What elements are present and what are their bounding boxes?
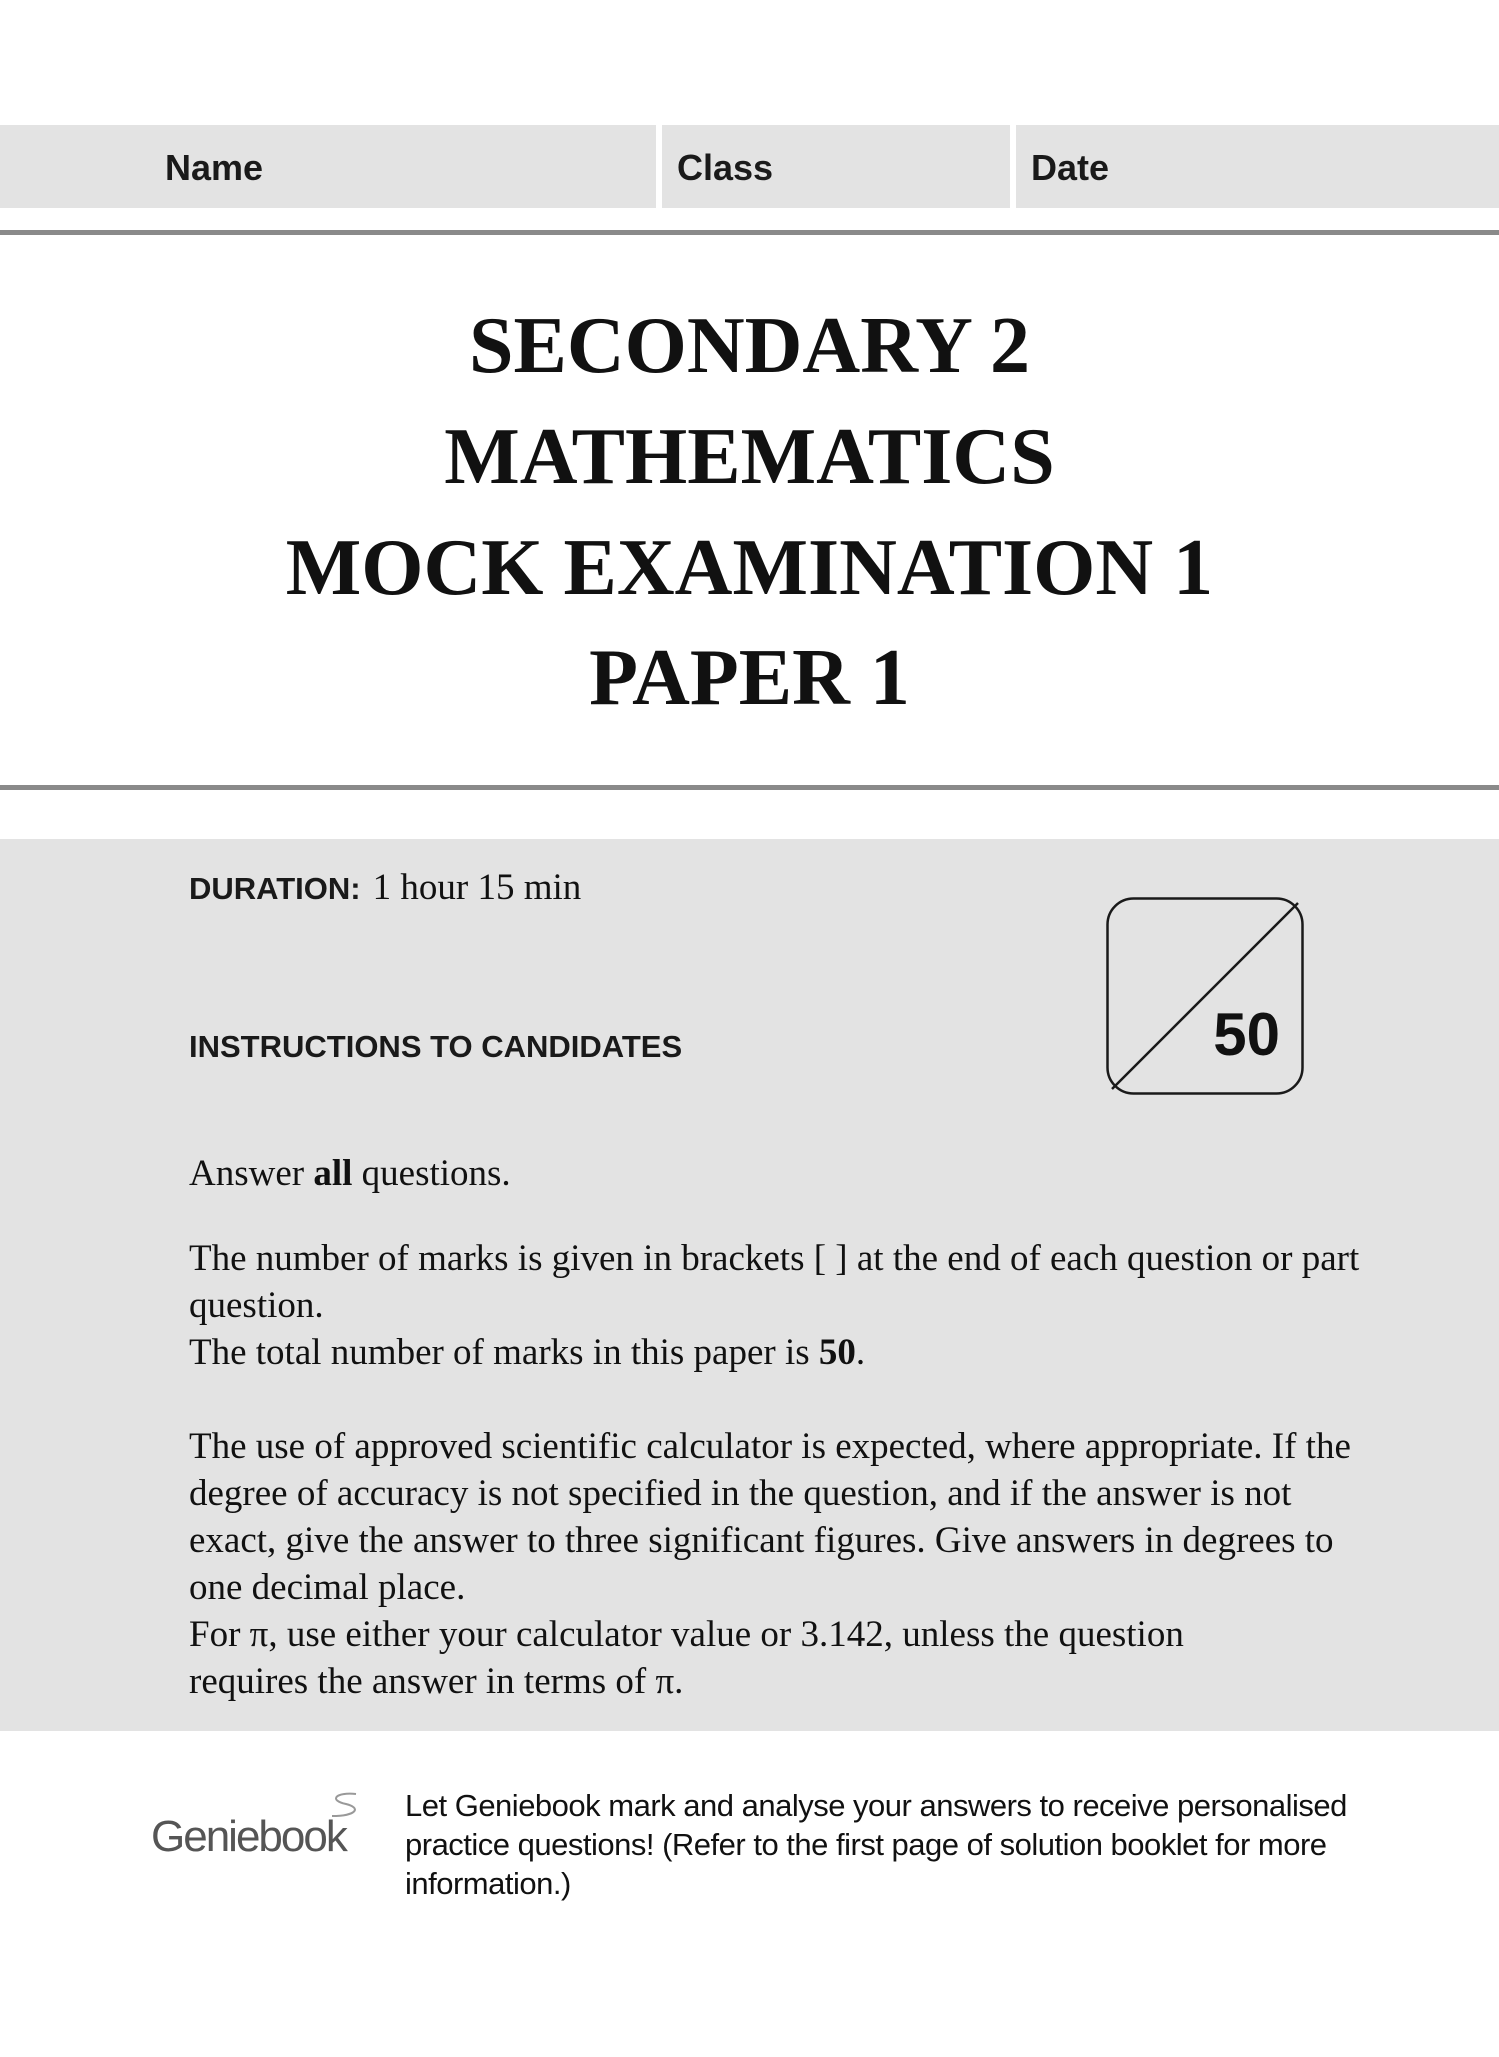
- answer-all: Answer all questions.: [189, 1153, 511, 1194]
- title-line-2: MATHEMATICS: [444, 413, 1055, 501]
- divider-top: [0, 230, 1499, 235]
- title-line-4: PAPER 1: [589, 634, 910, 722]
- divider-bottom: [0, 785, 1499, 790]
- name-field[interactable]: [0, 125, 656, 208]
- total-marks: 50: [1213, 1001, 1280, 1068]
- duration: [189, 866, 581, 909]
- title-line-3: MOCK EXAMINATION 1: [285, 524, 1214, 612]
- geniebook-logo: [151, 1790, 376, 1860]
- footer-message: Let Geniebook mark and analyse your answers to receive personalised practice questions! (Refer to the first page of solution booklet for more information.): [405, 1788, 1347, 1901]
- pi-text: For π, use either your calculator value or 3.142, unless the question requires the answer in terms of π.: [189, 1614, 1184, 1702]
- date-label: Date: [1031, 147, 1110, 188]
- instructions-body: [189, 1150, 1389, 1705]
- total-line: The total number of marks in this paper is 50.: [189, 1332, 866, 1373]
- date-field[interactable]: [1016, 125, 1499, 208]
- logo-text: Geniebook: [151, 1812, 346, 1861]
- duration-value: 1 hour 15 min: [372, 867, 582, 908]
- class-field[interactable]: [662, 125, 1010, 208]
- marks-line: The number of marks is given in brackets [ ] at the end of each question or part question.: [189, 1238, 1360, 1326]
- calculator-text: The use of approved scientific calculator is expected, where appropriate. If the degree of accuracy is not specified in the question, and if the answer is not exact, give the answer to three significant figures. Give answers in degrees to one decimal place.: [189, 1426, 1351, 1608]
- instructions-heading: INSTRUCTIONS TO CANDIDATES: [189, 1029, 683, 1064]
- score-box[interactable]: [1106, 897, 1304, 1095]
- title-line-1: SECONDARY 2: [469, 302, 1030, 390]
- name-label: Name: [165, 147, 264, 188]
- class-label: Class: [677, 147, 774, 188]
- duration-label: DURATION:: [189, 871, 361, 906]
